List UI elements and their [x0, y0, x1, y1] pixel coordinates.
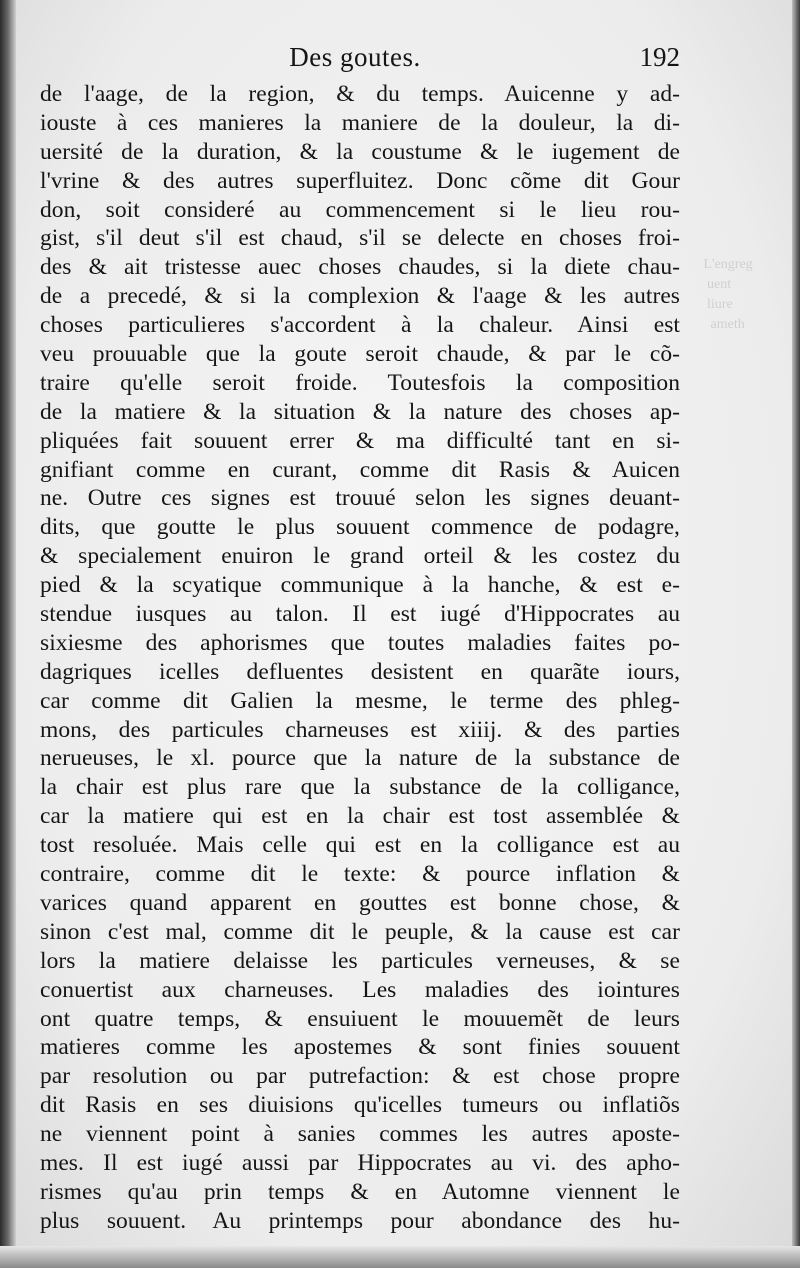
running-title: Des goutes. — [289, 42, 421, 72]
text-line: dit Rasis en ses diuisions qu'icelles tumeurs ou inflatiõs — [40, 1092, 680, 1119]
text-line: car comme dit Galien la mesme, le terme des phleg- — [40, 687, 680, 714]
text-line: de l'aage, de la region, & du temps. Auicenne y ad- — [40, 81, 680, 107]
text-line: ne viennent point à sanies commes les autres aposte- — [40, 1121, 680, 1148]
text-line: choses particulieres s'accordent à la chaleur. Ainsi est — [40, 312, 680, 339]
text-line: l'vrine & des autres superfluitez. Donc cõme dit Gour — [40, 167, 680, 194]
text-line: varices quand apparent en gouttes est bonne chose, & — [40, 889, 680, 916]
text-line: stendue iusques au talon. Il est iugé d'Hippocrates au — [40, 601, 680, 628]
text-line: des & ait tristesse auec choses chaudes, si la diete chau- — [40, 254, 680, 281]
text-line: ont quatre temps, & ensuiuent le mouuemẽt de leurs — [40, 1005, 680, 1032]
body-text — [40, 80, 680, 1236]
text-line: contraire, comme dit le texte: & pource inflation & — [40, 861, 680, 888]
text-line: conuertist aux charneuses. Les maladies des iointures — [40, 976, 680, 1003]
text-line: sinon c'est mal, comme dit le peuple, & la cause est car — [40, 918, 680, 945]
text-line: uersité de la duration, & la coustume & le iugement de — [40, 138, 680, 165]
text-line: de la matiere & la situation & la nature des choses ap- — [40, 398, 680, 425]
text-line: matieres comme les apostemes & sont finies souuent — [40, 1034, 680, 1061]
text-line: gist, s'il deut s'il est chaud, s'il se delecte en choses froi- — [40, 225, 680, 252]
text-line: la chair est plus rare que la substance de la colligance, — [40, 774, 680, 801]
text-line: dits, que goutte le plus souuent commence de podagre, — [40, 514, 680, 541]
text-line: dagriques icelles defluentes desistent en quarãte iours, — [40, 658, 680, 685]
show-through-ghost: L'engreg uent liure ameth — [700, 257, 753, 332]
text-line: gnifiant comme en curant, comme dit Rasis & Auicen — [40, 456, 680, 483]
text-line: mes. Il est iugé aussi par Hippocrates au vi. des apho- — [40, 1149, 680, 1176]
page-edge-shadow — [792, 0, 800, 1268]
text-line: par resolution ou par putrefaction: & est chose propre — [40, 1063, 680, 1090]
text-line: tost resoluée. Mais celle qui est en la colligance est au — [40, 832, 680, 859]
text-line: & specialement enuiron le grand orteil & les costez du — [40, 543, 680, 570]
text-line: plus souuent. Au printemps pour abondance des hu- — [40, 1207, 680, 1234]
text-line: sixiesme des aphorismes que toutes maladies faites po- — [40, 629, 680, 656]
text-line: iouste à ces manieres la maniere de la douleur, la di- — [40, 109, 680, 136]
text-line: nerueuses, le xl. pource que la nature de la substance de — [40, 745, 680, 772]
running-header — [30, 40, 680, 80]
text-line: veu prouuable que la goute seroit chaude, & par le cõ- — [40, 341, 680, 368]
text-line: pied & la scyatique communique à la hanche, & est e- — [40, 572, 680, 599]
text-line: don, soit consideré au commencement si le lieu rou- — [40, 196, 680, 223]
text-line: mons, des particules charneuses est xiiij. & des parties — [40, 716, 680, 743]
text-line: traire qu'elle seroit froide. Toutesfois la composition — [40, 369, 680, 396]
binding-shadow — [0, 0, 16, 1268]
text-line: car la matiere qui est en la chair est tost assemblée & — [40, 803, 680, 830]
text-line: rismes qu'au prin temps & en Automne viennent le — [40, 1178, 680, 1205]
text-line: pliquées fait souuent errer & ma difficulté tant en si- — [40, 427, 680, 454]
text-line: de a precedé, & si la complexion & l'aage & les autres — [40, 283, 680, 310]
text-line: ne. Outre ces signes est trouué selon les signes deuant- — [40, 485, 680, 512]
text-line: lors la matiere delaisse les particules verneuses, & se — [40, 947, 680, 974]
page-bottom-shadow — [0, 1246, 800, 1268]
page-number: 192 — [639, 42, 680, 72]
